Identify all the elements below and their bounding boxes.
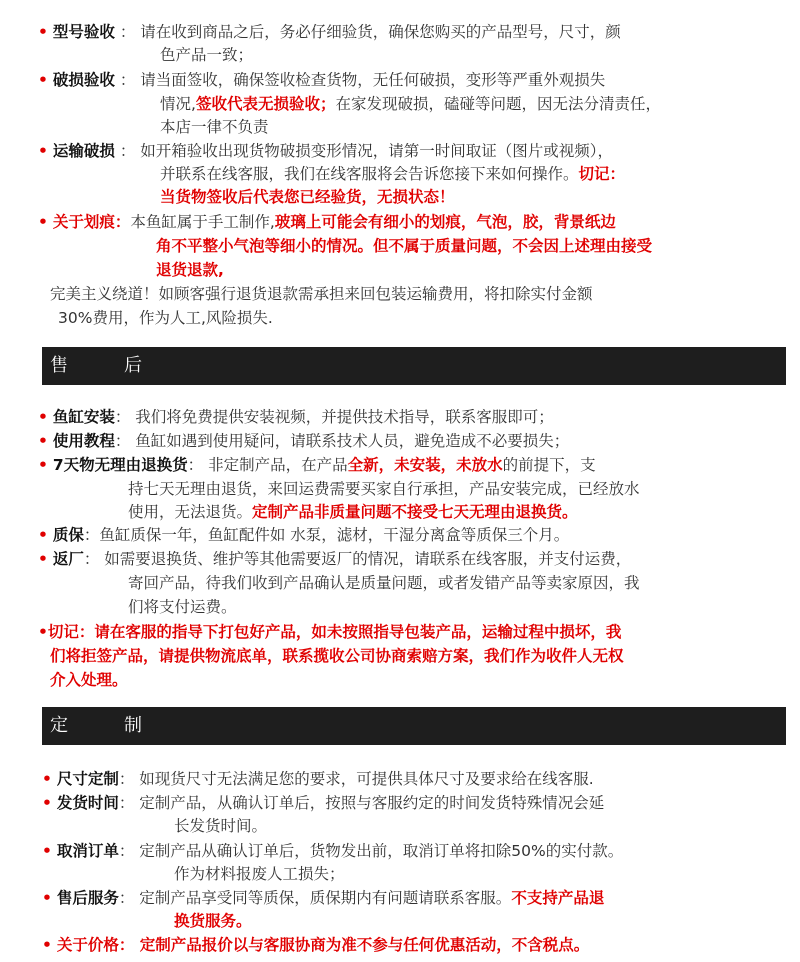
caution-line2: 们将拒签产品，请提供物流底单，联系揽收公司协商索赔方案，我们作为收件人无权 bbox=[50, 647, 624, 665]
perfectionist-note-line1: 完美主义绕道！如顾客强行退货退款需承担来回包装运输费用，将扣除实付金额 bbox=[50, 285, 593, 303]
damage-inspection-line1: • 破损验收 ： 请当面签收，确保签收检查货物，无任何破损，变形等严重外观损失 bbox=[38, 71, 606, 89]
model-inspection-line1: • 型号验收 ： 请在收到商品之后，务必仔细验货，确保您购买的产品型号，尺寸，颜 bbox=[38, 23, 621, 41]
return-line2: 持七天无理由退货，来回运费需要买家自行承担，产品安装完成，已经放水 bbox=[128, 480, 640, 498]
damage-highlight: 签收代表无损验收； bbox=[195, 95, 336, 113]
transport-damage-line1: • 运输破损 ： 如开箱验收出现货物破损变形情况，请第一时间取证（图片或视频）， bbox=[38, 142, 614, 160]
ship-time-line1: • 发货时间： 定制产品，从确认订单后，按照与客服约定的时间发货特殊情况会延 bbox=[42, 794, 605, 812]
scratch-line3: 退货退款, bbox=[156, 261, 224, 279]
factory-return-line3: 们将支付运费。 bbox=[128, 598, 237, 616]
scratch-line1: • 关于划痕：本鱼缸属于手工制作,玻璃上可能会有细小的划痕，气泡，胶，背景纸边 bbox=[38, 213, 616, 231]
caution-line3: 介入处理。 bbox=[50, 671, 128, 689]
custom-after-sales-line2: 换货服务。 bbox=[174, 912, 252, 930]
warranty-line: • 质保：鱼缸质保一年，鱼缸配件如 水泵，滤材，干湿分离盒等质保三个月。 bbox=[38, 526, 570, 544]
factory-return-line1: • 返厂： 如需要退换货、维护等其他需要返厂的情况，请联系在线客服，并支付运费， bbox=[38, 550, 632, 568]
transport-damage-line3: 当货物签收后代表您已经验货，无损状态！ bbox=[160, 188, 455, 206]
tutorial-label: 使用教程 bbox=[52, 432, 115, 450]
perfectionist-note-line2: 30%费用，作为人工,风险损失. bbox=[58, 309, 273, 327]
after-sales-header-bar bbox=[42, 347, 786, 385]
model-inspection-line2: 色产品一致； bbox=[160, 46, 254, 64]
custom-after-sales-label: 售后服务 bbox=[56, 889, 119, 907]
scratch-label: 关于划痕 bbox=[52, 213, 115, 231]
size-custom-line: • 尺寸定制： 如现货尺寸无法满足您的要求，可提供具体尺寸及要求给在线客服. bbox=[42, 770, 594, 788]
custom-header-char1: 定 bbox=[50, 715, 70, 736]
after-sales-header-char2: 后 bbox=[124, 355, 144, 376]
damage-inspection-line3: 本店一律不负责 bbox=[160, 118, 269, 136]
install-label: 鱼缸安装 bbox=[52, 408, 115, 426]
cancel-order-line1: • 取消订单： 定制产品从确认订单后，货物发出前，取消订单将扣除50%的实付款。 bbox=[42, 842, 624, 860]
scratch-line2: 角不平整小气泡等细小的情况。但不属于质量问题，不会因上述理由接受 bbox=[156, 237, 653, 255]
damage-inspection-line2: 情况,签收代表无损验收；在家发现破损，磕碰等问题，因无法分清责任， bbox=[160, 95, 661, 113]
custom-after-sales-line1: • 售后服务： 定制产品享受同等质保，质保期内有问题请联系客服。不支持产品退 bbox=[42, 889, 605, 907]
caution-line1: •切记：请在客服的指导下打包好产品，如未按照指导包装产品，运输过程中损坏，我 bbox=[38, 623, 622, 641]
cancel-order-label: 取消订单 bbox=[56, 842, 119, 860]
custom-header-char2: 制 bbox=[124, 715, 144, 736]
model-inspection-label: 型号验收 bbox=[52, 23, 115, 41]
tutorial-line: • 使用教程： 鱼缸如遇到使用疑问，请联系技术人员，避免造成不必要损失； bbox=[38, 432, 570, 450]
transport-damage-line2: 并联系在线客服，我们在线客服将会告诉您接下来如何操作。切记： bbox=[160, 165, 626, 183]
damage-inspection-label: 破损验收 bbox=[52, 71, 115, 89]
size-custom-label: 尺寸定制 bbox=[56, 770, 119, 788]
cancel-order-line2: 作为材料报废人工损失； bbox=[174, 865, 345, 883]
return-label: 7天物无理由退换货 bbox=[52, 456, 188, 474]
factory-return-label: 返厂 bbox=[52, 550, 84, 568]
price-label: 关于价格 bbox=[56, 936, 119, 954]
price-line: • 关于价格： 定制产品报价以与客服协商为准不参与任何优惠活动，不含税点。 bbox=[42, 936, 590, 954]
install-line: • 鱼缸安装： 我们将免费提供安装视频，并提供技术指导，联系客服即可； bbox=[38, 408, 554, 426]
after-sales-header-char1: 售 bbox=[50, 355, 70, 376]
warranty-label: 质保 bbox=[52, 526, 84, 544]
return-line1: • 7天物无理由退换货： 非定制产品，在产品全新，未安装，未放水的前提下，支 bbox=[38, 456, 596, 474]
ship-time-label: 发货时间 bbox=[56, 794, 119, 812]
model-inspection-text: 请在收到商品之后，务必仔细验货，确保您购买的产品型号，尺寸，颜 bbox=[140, 23, 621, 41]
custom-header-bar bbox=[42, 707, 786, 745]
return-line3: 使用，无法退货。定制产品非质量问题不接受七天无理由退换货。 bbox=[128, 503, 578, 521]
factory-return-line2: 寄回产品，待我们收到产品确认是质量问题，或者发错产品等卖家原因，我 bbox=[128, 574, 640, 592]
transport-damage-label: 运输破损 bbox=[52, 142, 115, 160]
ship-time-line2: 长发货时间。 bbox=[174, 817, 268, 835]
